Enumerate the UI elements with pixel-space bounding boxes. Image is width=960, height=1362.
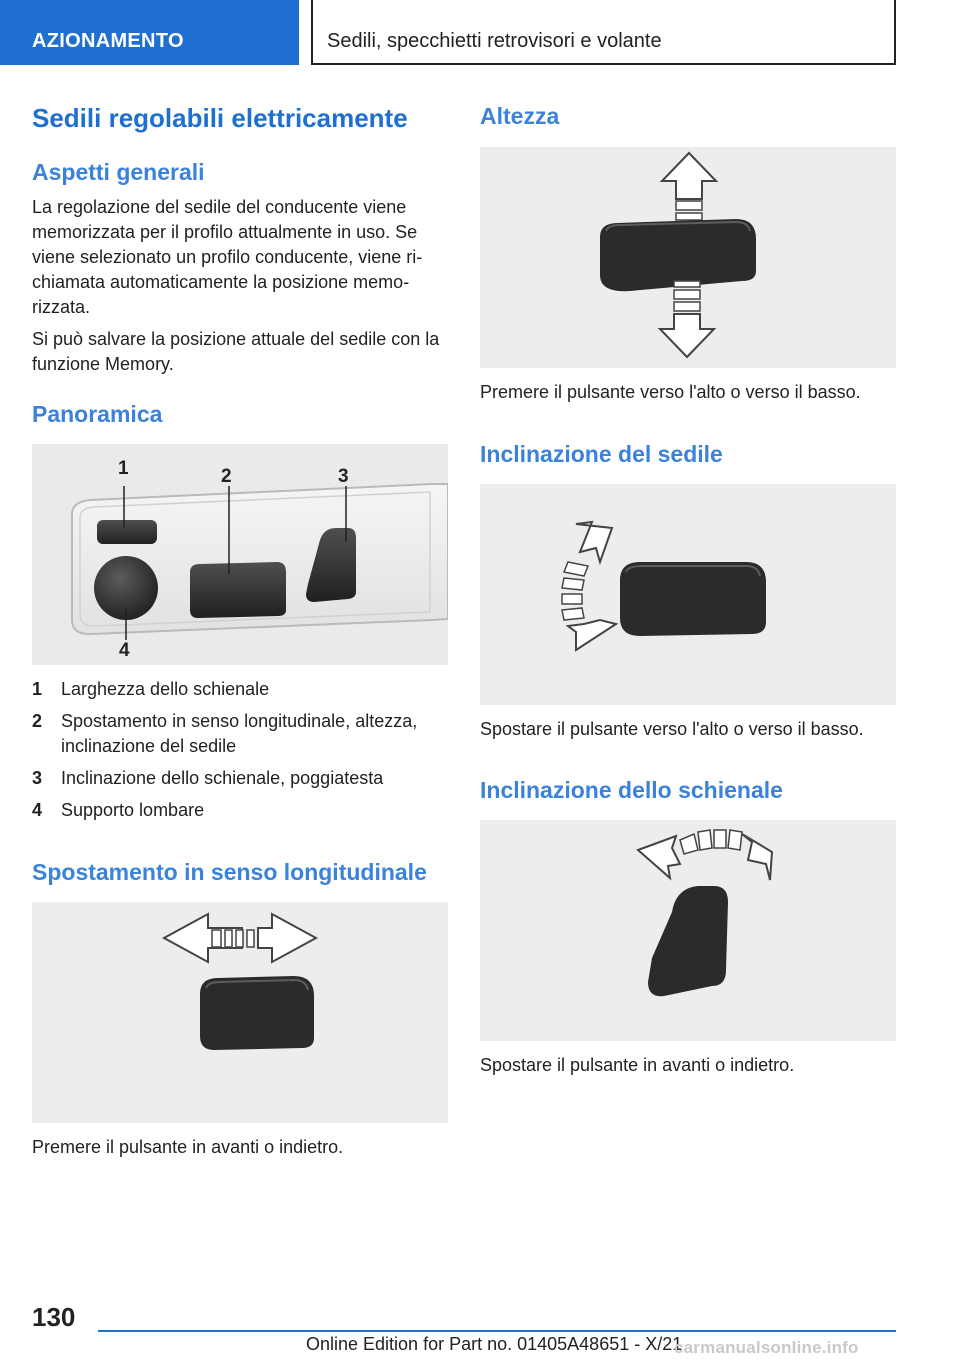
header-section-label: AZIONAMENTO: [32, 30, 184, 52]
list-item-number: 1: [32, 679, 43, 699]
longitudinal-caption: Premere il pulsante in avanti o indietro.: [32, 1137, 344, 1157]
callout-3: 3: [338, 466, 349, 487]
watermark-text: carmanualsonline.info: [674, 1338, 859, 1357]
callout-2: 2: [221, 466, 232, 487]
longitudinal-heading: Spostamento in senso longitudinale: [32, 859, 427, 885]
height-figure: [480, 147, 896, 368]
list-item: [32, 709, 448, 759]
backrest-figure: [480, 820, 896, 1041]
callout-1: 1: [118, 458, 129, 479]
list-item-text: Larghezza dello schienale: [61, 679, 270, 699]
list-item-number: 3: [32, 768, 43, 788]
list-item-number: 2: [32, 711, 43, 731]
seat-tilt-heading: Inclinazione del sedile: [480, 441, 723, 467]
seat-tilt-caption: Spostare il pulsante verso l'alto o verso il basso.: [480, 719, 864, 739]
footer-rule: [98, 1330, 896, 1332]
longitudinal-figure: [32, 902, 448, 1123]
overview-heading: Panoramica: [32, 401, 163, 427]
list-item-number: 4: [32, 800, 43, 820]
header-chapter-box: [311, 0, 896, 65]
list-item: [32, 766, 448, 791]
height-adjust-illustration: [480, 147, 896, 368]
footer-edition: Online Edition for Part no. 01405A48651 - X/21: [306, 1334, 683, 1354]
list-item: [32, 798, 448, 823]
list-item-text: Inclinazione dello schienale, poggiatesta: [61, 768, 384, 788]
overview-legend-list: [32, 677, 448, 830]
height-caption: Premere il pulsante verso l'alto o verso il basso.: [480, 382, 861, 402]
callout-4: 4: [119, 640, 130, 661]
backrest-caption: Spostare il pulsante in avanti o indietro.: [480, 1055, 795, 1075]
page-title: Sedili regolabili elettricamente: [32, 103, 408, 133]
header-section-tab: [0, 0, 299, 65]
header-chapter-label: Sedili, specchietti retrovisori e volante: [327, 30, 662, 52]
page-number: 130: [32, 1302, 76, 1332]
height-heading: Altezza: [480, 103, 560, 129]
seat-control-panel-illustration: [32, 444, 448, 665]
longitudinal-adjust-illustration: [32, 902, 448, 1123]
list-item-text: Supporto lombare: [61, 800, 205, 820]
list-item-text: Spostamento in senso longitudinale, altezza, inclinazione del sedile: [61, 711, 418, 756]
overview-figure: [32, 444, 448, 665]
backrest-heading: Inclinazione dello schienale: [480, 777, 783, 803]
seat-tilt-illustration: [480, 484, 896, 705]
general-paragraph-1: La regolazione del sedile del conducente viene memorizzata per il profilo attualmente in uso. Se viene selezionato un profilo conducente, viene ri-chiamata automaticamente la posizione memo-rizzata.: [32, 197, 423, 317]
list-item: [32, 677, 448, 702]
seat-tilt-figure: [480, 484, 896, 705]
general-heading: Aspetti generali: [32, 159, 205, 185]
general-paragraph-2: Si può salvare la posizione attuale del sedile con la funzione Memory.: [32, 329, 440, 374]
backrest-tilt-illustration: [480, 820, 896, 1041]
